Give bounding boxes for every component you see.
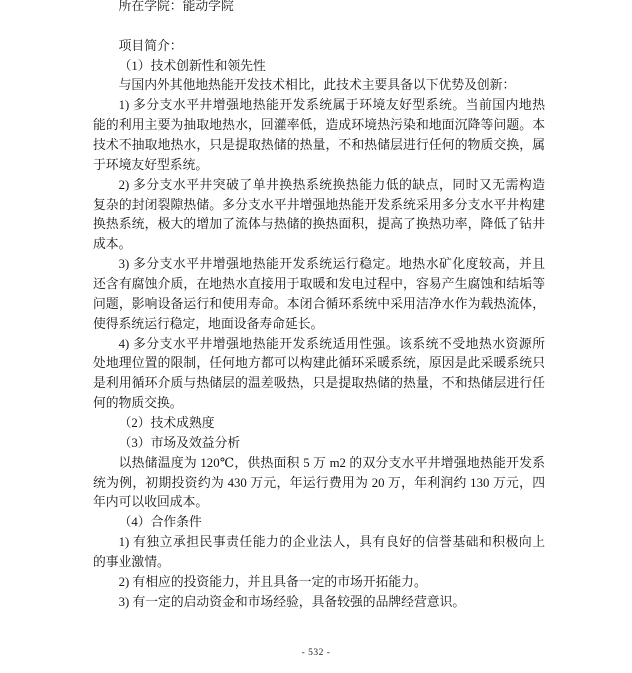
heading-4-cooperation: （4）合作条件 [118,515,202,530]
para-advantage1-line4: 于环境友好型系统。 [93,157,209,172]
para-condition2: 2) 有相应的投资能力，并且具备一定的市场开拓能力。 [118,574,427,589]
para-advantage4-line2: 处地理位置的限制，任何地方都可以构建此循环采暖系统，原因是此采暖系统只 [93,356,545,371]
para-advantage4-line4: 何的物质交换。 [93,396,183,411]
document-text-block [93,0,545,613]
para-advantage2-line2: 复杂的封闭裂隙热储。多分支水平井增强地热能开发系统采用多分支水平井构建 [93,197,545,212]
para-advantage3-line3: 问题，影响设备运行和使用寿命。本闭合循环系统中采用洁净水作为载热流体， [93,296,545,311]
para-advantage3-line4: 使得系统运行稳定，地面设备寿命延长。 [93,316,324,331]
para-advantage4-line3: 是利用循环介质与热储层的温差吸热，只是提取热储的热量，不和热储层进行任 [93,376,545,391]
spacer-line [93,17,545,37]
para-advantage4-line1: 4) 多分支水平井增强地热能开发系统适用性强。该系统不受地热水资源所 [118,336,545,351]
para-advantage3-line2: 还含有腐蚀介质，在地热水直接用于取暖和发电过程中，容易产生腐蚀和结垢等 [93,277,545,292]
para-market-line3: 年内可以收回成本。 [93,495,209,510]
para-condition3: 3) 有一定的启动资金和市场经验，具备较强的品牌经营意识。 [118,594,466,609]
heading-2-maturity: （2）技术成熟度 [118,416,215,431]
para-advantage2-line1: 2) 多分支水平井突破了单井换热系统换热能力低的缺点，同时又无需构造 [118,177,545,192]
para-advantage1-line2: 能的利用主要为抽取地热水，回灌率低，造成环境热污染和地面沉降等问题。本 [93,118,545,133]
para-advantage3-line1: 3) 多分支水平井增强地热能开发系统运行稳定。地热水矿化度较高，并且 [118,257,545,272]
intro-heading: 项目简介： [118,38,183,53]
para-market-line1: 以热储温度为 120℃，供热面积 5 万 m2 的双分支水平井增强地热能开发系 [118,455,545,470]
school-line: 所在学院：能动学院 [118,0,234,13]
para-advantage2-line3: 换热系统，极大的增加了流体与热储的换热面积，提高了换热功率，降低了钻井 [93,217,545,232]
heading-3-market: （3）市场及效益分析 [118,435,241,450]
para-condition1-line2: 的事业激情。 [93,555,170,570]
para-advantage2-line4: 成本。 [93,237,132,252]
para-comparison: 与国内外其他地热能开发技术相比，此技术主要具备以下优势及创新： [118,78,516,93]
page-number: - 532 - [301,648,331,658]
heading-1-innovation: （1）技术创新性和领先性 [118,58,266,73]
para-condition1-line1: 1) 有独立承担民事责任能力的企业法人，具有良好的信誉基础和积极向上 [118,535,545,550]
para-advantage1-line1: 1) 多分支水平井增强地热能开发系统属于环境友好型系统。当前国内地热 [118,98,545,113]
para-market-line2: 统为例，初期投资约为 430 万元，年运行费用为 20 万，年利润约 130 万元，四 [93,475,545,490]
para-advantage1-line3: 技术不抽取地热水，只是提取热储的热量，不和热储层进行任何的物质交换，属 [93,138,545,153]
